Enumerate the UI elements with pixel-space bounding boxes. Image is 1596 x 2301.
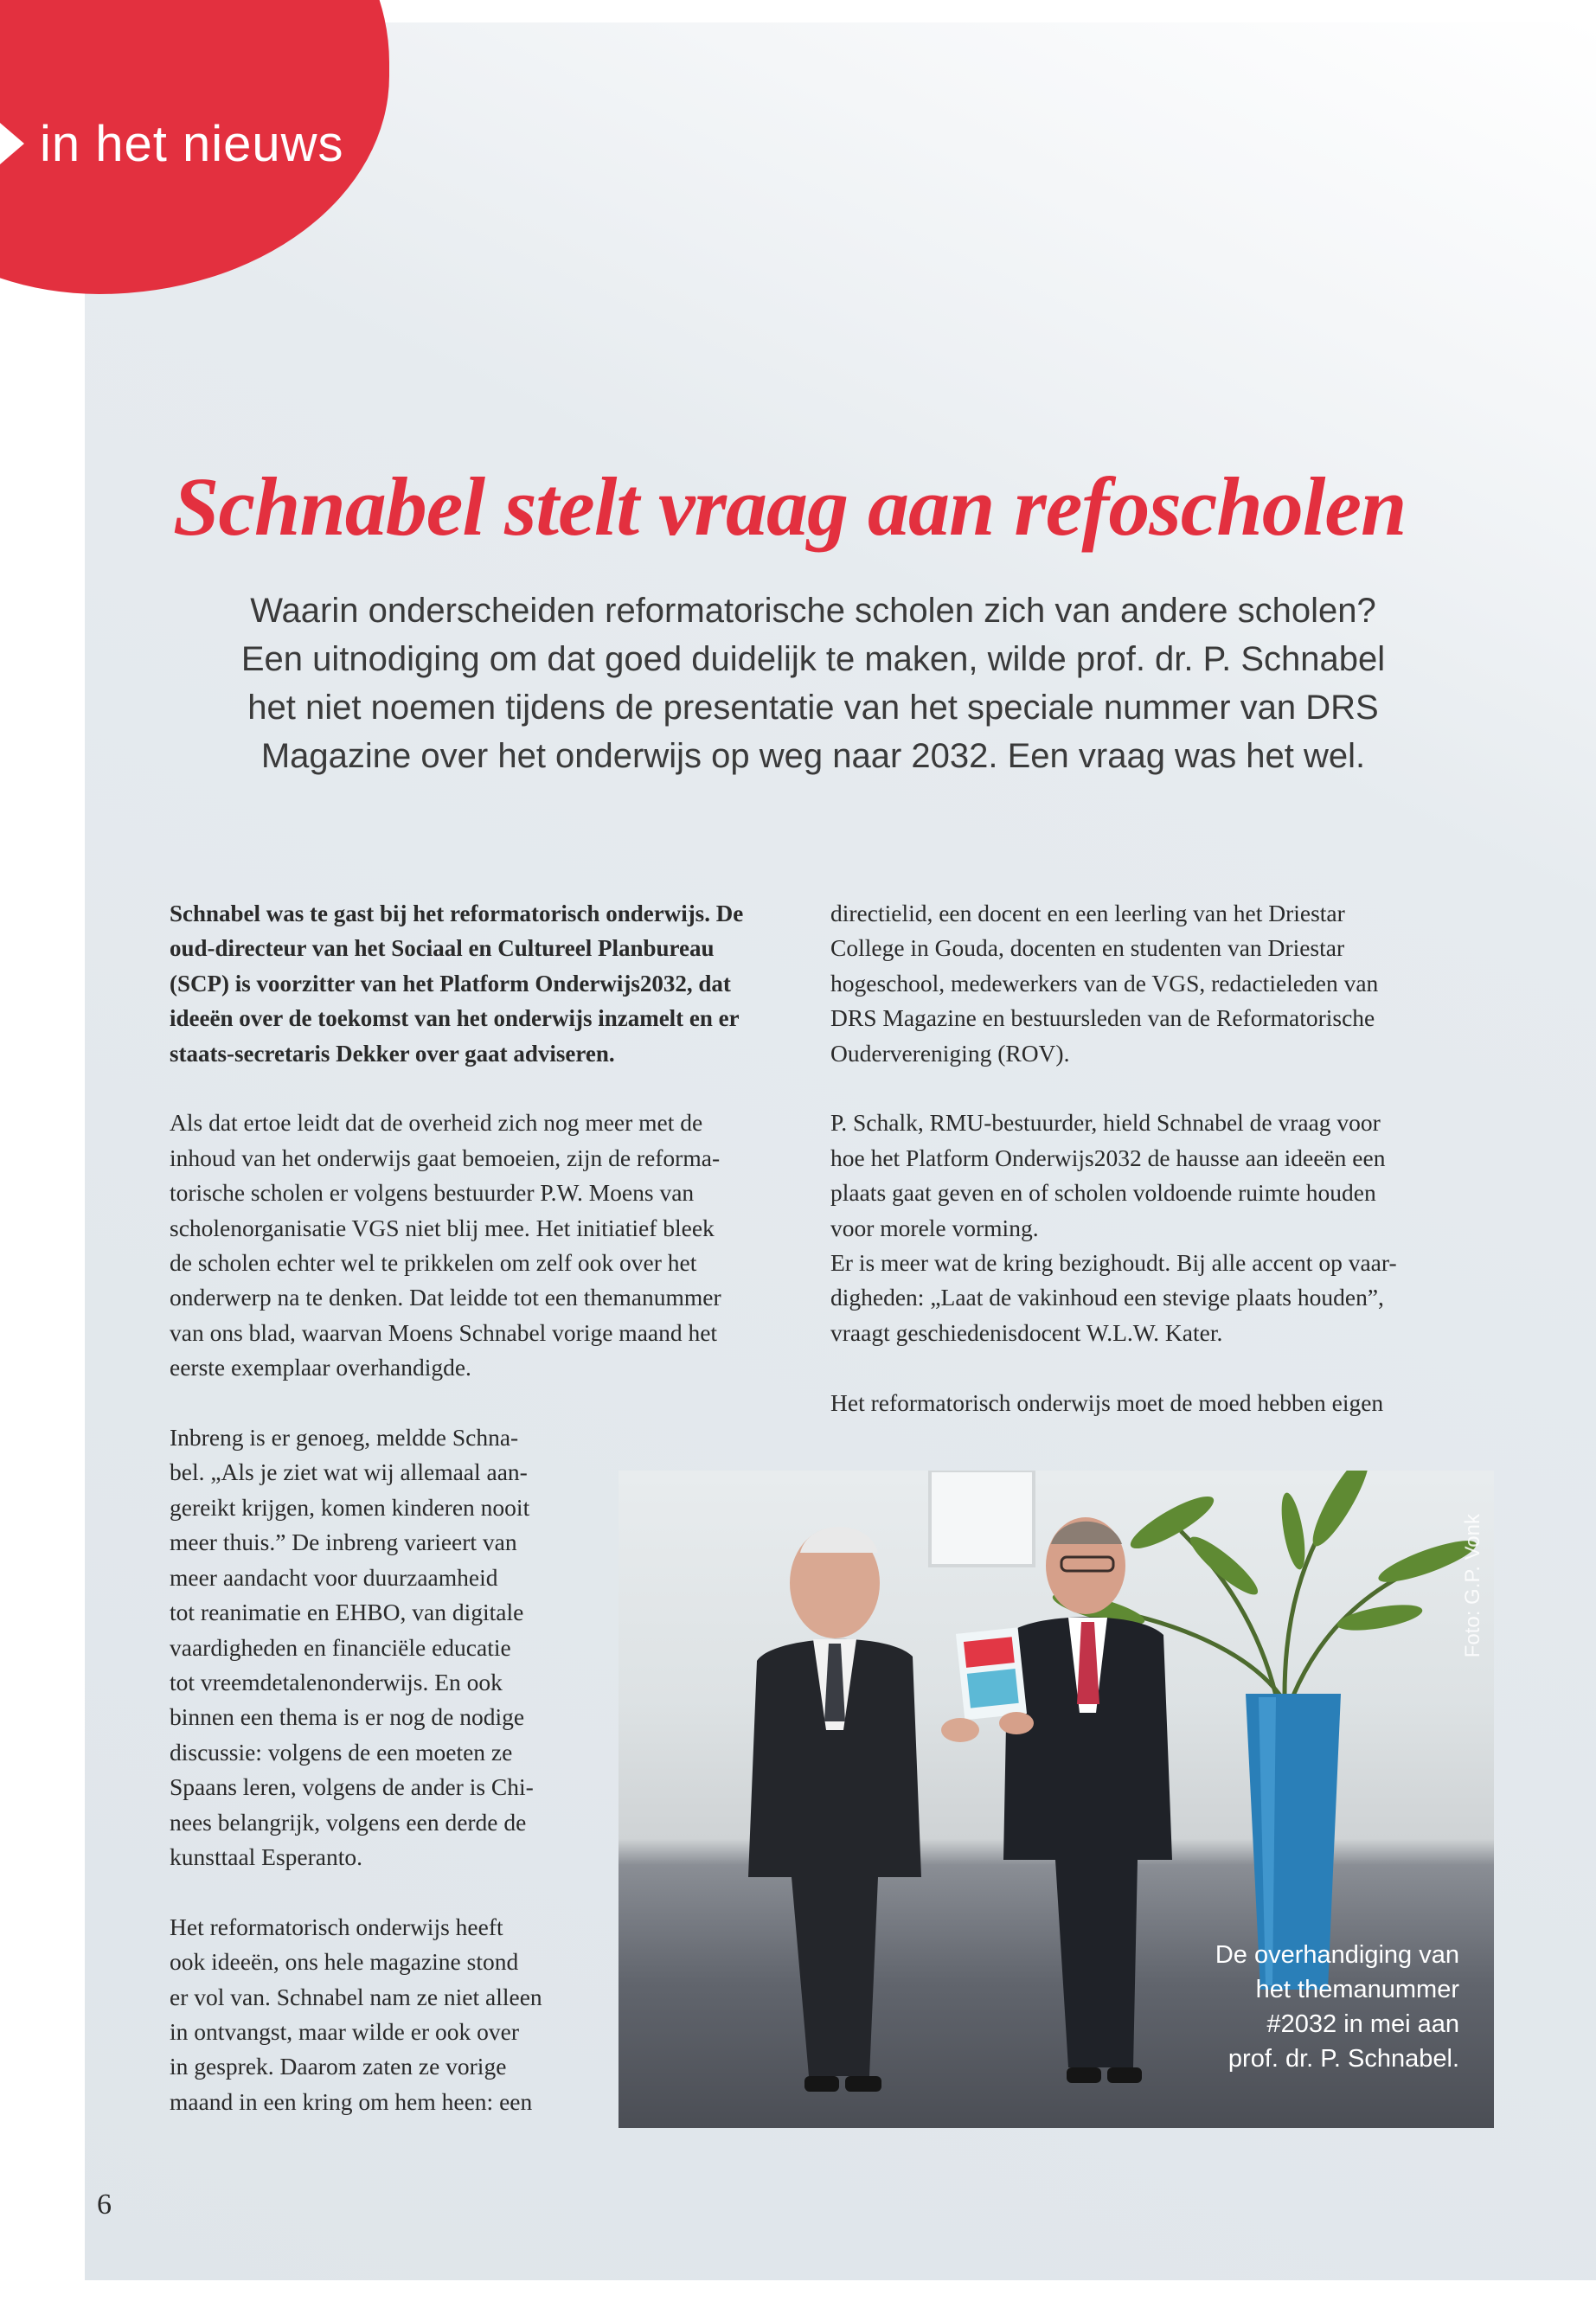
page-number: 6: [97, 2189, 112, 2221]
photo-credit: Foto: G.P. Vonk: [1461, 1514, 1484, 1658]
section-label-text: in het nieuws: [40, 115, 344, 172]
text-line: directielid, een docent en een leerling van het Driestar: [830, 900, 1345, 926]
text-line: Als dat ertoe leidt dat de overheid zich nog meer met de: [170, 1109, 703, 1137]
text-line: P. Schalk, RMU-bestuurder, hield Schnabel de vraag voor: [830, 1109, 1381, 1137]
intro-line: Magazine over het onderwijs op weg naar 2032. Een vraag was het wel.: [260, 737, 1366, 775]
paragraph-1: [170, 1106, 810, 1385]
text-line: hoe het Platform Onderwijs2032 de hausse aan ideeën een: [830, 1144, 1386, 1171]
article-intro: [156, 586, 1471, 780]
text-line: kunsttaal Esperanto.: [170, 1843, 362, 1870]
text-line: van ons blad, waarvan Moens Schnabel vorige maand het: [170, 1318, 718, 1346]
text-line: plaats gaat geven en of scholen voldoende ruimte houden: [830, 1179, 1376, 1207]
text-line: oud-directeur van het Sociaal en Cultureel Planbureau: [170, 935, 715, 962]
triangle-arrow-icon: [0, 123, 24, 164]
text-line: Het reformatorisch onderwijs heeft: [170, 1913, 503, 1940]
text-line: inhoud van het onderwijs gaat bemoeien, zijn de reforma-: [170, 1144, 721, 1171]
text-line: (SCP) is voorzitter van het Platform Onderwijs2032, dat: [170, 970, 731, 997]
text-line: ook ideeën, ons hele magazine stond: [170, 1948, 519, 1976]
text-line: DRS Magazine en bestuursleden van de Reformatorische: [830, 1004, 1375, 1032]
column-right: [830, 896, 1471, 1420]
text-line: maand in een kring om hem heen: een: [170, 2087, 533, 2115]
text-line: tot vreemdetalenonderwijs. En ook: [170, 1668, 503, 1695]
caption-line: De overhandiging van: [1215, 1941, 1459, 1969]
text-line: meer thuis.” De inbreng varieert van: [170, 1529, 517, 1556]
text-line: in ontvangst, maar wilde er ook over: [170, 2017, 519, 2045]
text-line: vaardigheden en financiële educatie: [170, 1633, 511, 1661]
text-line: eerste exemplaar overhandigde.: [170, 1354, 471, 1381]
text-line: binnen een thema is er nog de nodige: [170, 1703, 525, 1731]
paragraph-6: [830, 1386, 1471, 1420]
intro-line: Een uitnodiging om dat goed duidelijk te maken, wilde prof. dr. P. Schnabel: [240, 640, 1386, 678]
text-line: in gesprek. Daarom zaten ze vorige: [170, 2053, 507, 2080]
text-line: tot reanimatie en EHBO, van digitale: [170, 1599, 524, 1626]
text-line: Er is meer wat de kring bezighoudt. Bij alle accent op vaar-: [830, 1249, 1397, 1277]
text-line: er vol van. Schnabel nam ze niet alleen: [170, 1983, 542, 2010]
section-label: [0, 104, 344, 183]
text-line: nees belangrijk, volgens een derde de: [170, 1808, 527, 1836]
text-line: onderwerp na te denken. Dat leidde tot een themanummer: [170, 1284, 721, 1311]
article-photo: [619, 1471, 1494, 2128]
text-line: Schnabel was te gast bij het reformatorisch onderwijs. De: [170, 901, 744, 926]
text-line: ideeën over de toekomst van het onderwijs inzamelt en er: [170, 1005, 740, 1032]
text-line: hogeschool, medewerkers van de VGS, redactieleden van: [830, 969, 1379, 997]
intro-line: het niet noemen tijdens de presentatie van het speciale nummer van DRS: [247, 689, 1379, 727]
article-title: Schnabel stelt vraag aan refoscholen: [173, 460, 1407, 553]
text-line: digheden: „Laat de vakinhoud een stevige plaats houden”,: [830, 1284, 1384, 1311]
text-line: scholenorganisatie VGS niet blij mee. Het initiatief bleek: [170, 1214, 715, 1241]
text-line: staats-secretaris Dekker over gaat adviseren.: [170, 1040, 615, 1067]
caption-line: prof. dr. P. Schnabel.: [1227, 2045, 1459, 2073]
text-line: Het reformatorisch onderwijs moet de moed hebben eigen: [830, 1388, 1384, 1416]
text-line: voor morele vorming.: [830, 1214, 1039, 1241]
text-line: meer aandacht voor duurzaamheid: [170, 1563, 498, 1591]
paragraph-4: [830, 896, 1471, 1071]
text-line: Spaans leren, volgens de ander is Chi-: [170, 1773, 534, 1801]
text-line: bel. „Als je ziet wat wij allemaal aan-: [170, 1458, 528, 1486]
paragraph-5: [830, 1106, 1471, 1350]
lead-paragraph: [170, 896, 810, 1071]
text-line: Oudervereniging (ROV).: [830, 1039, 1070, 1067]
text-line: College in Gouda, docenten en studenten van Driestar: [830, 934, 1345, 962]
text-line: Inbreng is er genoeg, meldde Schna-: [170, 1424, 519, 1452]
caption-line: #2032 in mei aan: [1266, 2010, 1459, 2038]
text-line: vraagt geschiedenisdocent W.L.W. Kater.: [830, 1318, 1223, 1346]
text-line: torische scholen er volgens bestuurder P.W. Moens van: [170, 1179, 695, 1207]
text-line: gereikt krijgen, komen kinderen nooit: [170, 1493, 530, 1521]
caption-line: het themanummer: [1255, 1976, 1459, 2003]
text-line: discussie: volgens de een moeten ze: [170, 1738, 513, 1766]
text-line: de scholen echter wel te prikkelen om zelf ook over het: [170, 1249, 697, 1277]
photo-caption: [1096, 1938, 1459, 2076]
intro-line: Waarin onderscheiden reformatorische scholen zich van andere scholen?: [250, 592, 1376, 630]
